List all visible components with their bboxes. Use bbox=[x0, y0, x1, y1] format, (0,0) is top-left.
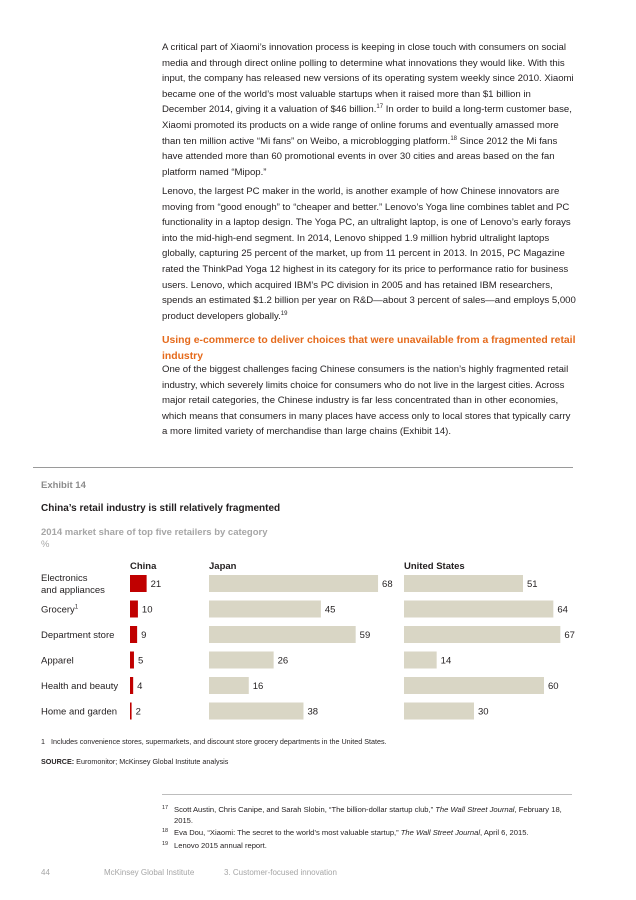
exhibit-footnote-text: Includes convenience stores, supermarkets, and discount store grocery departments in the United States. bbox=[51, 737, 387, 746]
retail-share-chart bbox=[0, 555, 636, 730]
data-label: 16 bbox=[252, 681, 264, 692]
exhibit-top-rule bbox=[33, 467, 573, 468]
data-label: 9 bbox=[141, 630, 147, 641]
category-label: Electronics and appliances bbox=[41, 573, 105, 596]
paragraph-text: Lenovo, the largest PC maker in the world, is another example of how Chinese innovators are moving from “good enough” to “cheaper and better.” Lenovo’s Yoga line combines tablet and PC functionality in a laptop design. The Yoga PC, an ultralight laptop, is one of Lenovo’s early forays into the mid-high-end segment. In 2014, Lenovo shipped 1.9 million hybrid ultralight laptops globally, capturing 25 percent of the market, up from 11 percent in 2013. In 2015, PC Magazine rated the ThinkPad Yoga 12 highest in its category for its price to performance ratio for business users. Lenovo, which acquired IBM’s PC division in 2005 and has retained IBM researchers, spends an estimated $1.2 billion per year on R&D—about 3 percent of sales—and employs 5,000 product developers globally. bbox=[162, 186, 576, 322]
bar bbox=[130, 575, 147, 592]
bar bbox=[209, 575, 378, 592]
data-label: 2 bbox=[135, 706, 141, 718]
exhibit-footnote bbox=[41, 737, 387, 746]
bar bbox=[404, 626, 560, 643]
bar bbox=[404, 575, 523, 592]
source-label: SOURCE: bbox=[41, 757, 75, 766]
exhibit-title: China’s retail industry is still relatively fragmented bbox=[41, 503, 281, 514]
notes-rule bbox=[162, 794, 572, 795]
data-label: 26 bbox=[277, 655, 289, 667]
series-header-united-states: United States bbox=[404, 561, 465, 572]
endnote-number: 19 bbox=[162, 841, 169, 847]
paragraph-lenovo bbox=[162, 184, 576, 324]
bar bbox=[130, 601, 138, 618]
category-label: Home and garden bbox=[41, 706, 118, 718]
bar bbox=[130, 703, 132, 720]
category-label: Apparel bbox=[41, 655, 74, 667]
data-label: 4 bbox=[137, 681, 143, 692]
data-label: 51 bbox=[527, 579, 538, 590]
publisher-name: McKinsey Global Institute bbox=[104, 868, 195, 877]
data-label: 67 bbox=[564, 630, 575, 641]
bar bbox=[209, 626, 356, 643]
bar bbox=[209, 677, 249, 694]
footnote-ref-17[interactable]: 17 bbox=[376, 104, 384, 111]
data-label: 60 bbox=[548, 681, 559, 692]
page-number: 44 bbox=[41, 868, 50, 877]
paragraph-retail: One of the biggest challenges facing Chinese consumers is the nation’s highly fragmented retail industry, which severely limits choice for consumers who do not live in the largest cities. Across major retail categories, the Chinese industry is far less concentrated than in other economies, which means that consumers in many places have access only to local stores that typically carry a more limited variety of merchandise than large chains (Exhibit 14). bbox=[162, 364, 571, 438]
bar bbox=[209, 652, 274, 669]
bar bbox=[404, 703, 474, 720]
paragraph-text: Since 2012 the Mi fans have attended more than 60 promotional events in over 30 cities and areas based on the fan platform named “Mipop.” bbox=[162, 135, 558, 178]
exhibit-label: Exhibit 14 bbox=[41, 480, 86, 491]
data-label: 21 bbox=[150, 579, 162, 590]
exhibit-source bbox=[41, 757, 228, 766]
exhibit-subtitle: 2014 market share of top five retailers by category bbox=[41, 527, 268, 538]
source-text: Euromonitor; McKinsey Global Institute analysis bbox=[74, 757, 229, 766]
paragraph-text: A critical part of Xiaomi’s innovation process is keeping in close touch with consumers on social media and through direct online polling to determine what innovations they would like. With this input, the company has released new versions of its operating system weekly since 2010. Xiaomi became one of the world’s most valuable startups when it raised more than $1 billion in December 2014, giving it a valuation of $46 billion. bbox=[162, 42, 574, 116]
data-label: 14 bbox=[440, 655, 452, 667]
bar bbox=[404, 601, 553, 618]
series-header-china: China bbox=[130, 561, 157, 572]
bar bbox=[130, 626, 137, 643]
paragraph-text: In order to build a long-term customer base, Xiaomi promoted its products on a wide range of online forums and eventually amassed more than ten million active “Mi fans” on Weibo, a microblogging platform. bbox=[162, 104, 572, 147]
category-label: Department store bbox=[41, 630, 115, 641]
data-label: 30 bbox=[478, 706, 489, 718]
endnote-text: Eva Dou, “Xiaomi: The secret to the world’s most valuable startup,” The Wall Street Journal, April 6, 2015. bbox=[174, 828, 529, 837]
category-label: Health and beauty bbox=[41, 681, 119, 692]
footnote-ref-19[interactable]: 19 bbox=[280, 310, 288, 317]
endnote-18 bbox=[162, 827, 576, 838]
chapter-title: 3. Customer-focused innovation bbox=[224, 868, 337, 877]
data-label: 68 bbox=[382, 579, 393, 590]
endnote-19 bbox=[162, 840, 576, 851]
endnote-17 bbox=[162, 804, 576, 826]
data-label: 38 bbox=[307, 706, 319, 718]
paragraph-xiaomi bbox=[162, 40, 576, 180]
bar bbox=[404, 652, 437, 669]
exhibit-unit: % bbox=[41, 539, 50, 550]
endnote-text: Lenovo 2015 annual report. bbox=[174, 841, 267, 850]
endnote-text: Scott Austin, Chris Canipe, and Sarah Slobin, “The billion-dollar startup club,” The Wall Street Journal, February 18, 2015. bbox=[174, 805, 562, 825]
bar bbox=[404, 677, 544, 694]
bar bbox=[209, 703, 303, 720]
data-label: 59 bbox=[359, 630, 371, 641]
endnote-number: 17 bbox=[162, 805, 169, 811]
data-label: 10 bbox=[141, 604, 153, 616]
exhibit-footnote-number: 1 bbox=[41, 737, 45, 746]
data-label: 64 bbox=[557, 604, 568, 616]
bar bbox=[209, 601, 321, 618]
section-heading: Using e-commerce to deliver choices that were unavailable from a fragmented retail industry bbox=[162, 335, 576, 362]
data-label: 5 bbox=[137, 655, 144, 667]
category-label: Grocery$^1$ bbox=[41, 604, 79, 616]
footnote-ref-18[interactable]: 18 bbox=[450, 135, 457, 142]
series-header-japan: Japan bbox=[209, 561, 237, 572]
endnote-number: 18 bbox=[162, 828, 169, 834]
data-label: 45 bbox=[324, 604, 336, 616]
bar bbox=[130, 677, 133, 694]
bar bbox=[130, 652, 134, 669]
